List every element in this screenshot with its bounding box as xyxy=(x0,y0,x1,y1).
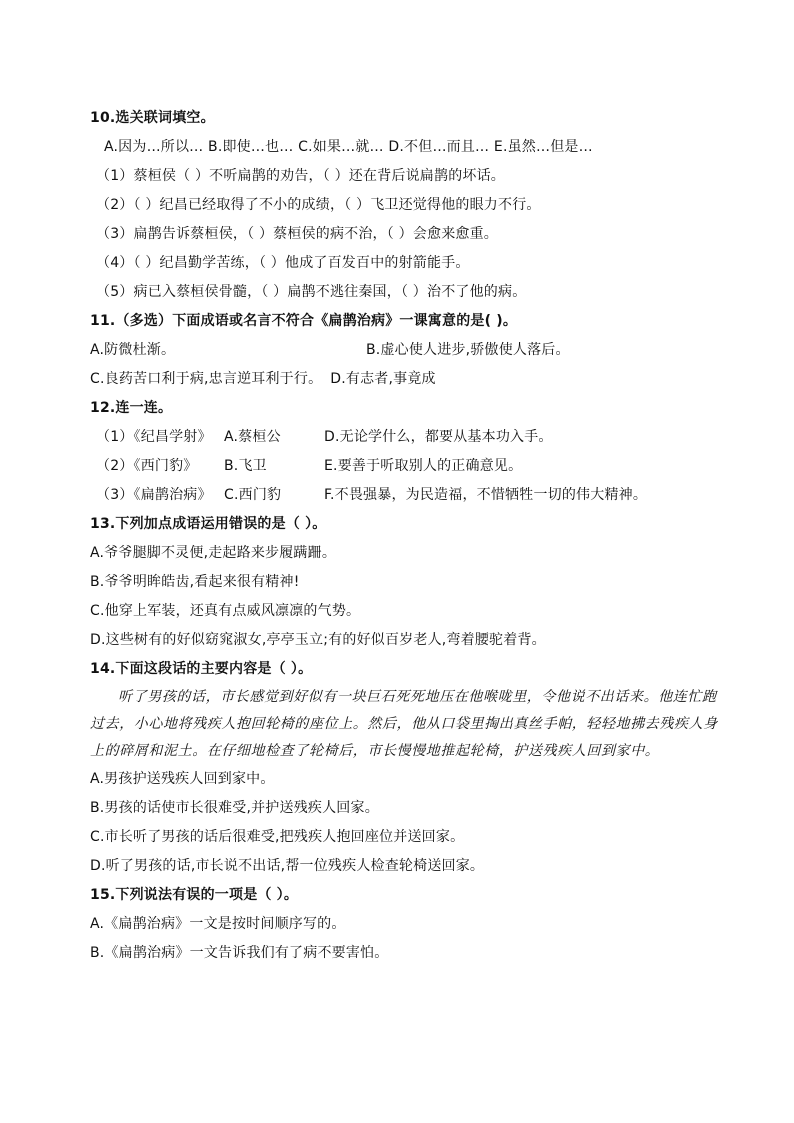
q14-passage-text: 听了男孩的话，市长感觉到好似有一块巨石死死地压在他喉咙里，令他说不出话来。他连忙跑过去，小心地将残疾人抱回轮椅的座位上。然后，他从口袋里掏出真丝手帕，轻轻地拂去残疾人身上的碎屑和泥土。在仔细地检查了轮椅后，市长慢慢地推起轮椅，护送残疾人回到家中。 xyxy=(90,689,718,759)
q12-row-2 xyxy=(90,452,720,481)
q11-option-c: C.良药苦口利于病,忠言逆耳利于行。 xyxy=(90,371,323,387)
q12-row-3-text: （3）《扁鹊治病》 xyxy=(96,487,212,503)
q15-option-a: A.《扁鹊治病》一文是按时间顺序写的。 xyxy=(90,916,346,932)
q13-option-b: B.爷爷明眸皓齿,看起来很有精神! xyxy=(90,574,300,590)
q10-item-5: （5）病已入蔡桓侯骨髓，（ ）扁鹊不逃往秦国，（ ）治不了他的病。 xyxy=(96,284,527,300)
q11-row-2 xyxy=(90,365,720,394)
q14-option-c: C.市长听了男孩的话后很难受,把残疾人抱回座位并送回家。 xyxy=(90,829,465,845)
q14-option-b: B.男孩的话使市长很难受,并护送残疾人回家。 xyxy=(90,800,379,816)
q13-option-d: D.这些树有的好似窈窕淑女,亭亭玉立;有的好似百岁老人,弯着腰驼着背。 xyxy=(90,632,546,648)
q12-row-1-meaning: D.无论学什么，都要从基本功入手。 xyxy=(324,429,553,445)
q13-option-c: C.他穿上军装，还真有点威风凛凛的气势。 xyxy=(90,603,361,619)
q12-row-3-meaning: F.不畏强暴，为民造福，不惜牺牲一切的伟大精神。 xyxy=(324,487,648,503)
q11-row-1 xyxy=(90,336,720,365)
q12-row-1-text: （1）《纪昌学射》 xyxy=(96,429,212,445)
q12-row-2-meaning: E.要善于听取别人的正确意见。 xyxy=(324,458,523,474)
q15-title: 15.下列说法有误的一项是（ ）。 xyxy=(90,887,299,903)
q12-row-1-person: A.蔡桓公 xyxy=(224,429,281,445)
q14-passage xyxy=(90,684,720,765)
q13-title: 13.下列加点成语运用错误的是（ ）。 xyxy=(90,516,327,532)
q14-option-d: D.听了男孩的话,市长说不出话,帮一位残疾人检查轮椅送回家。 xyxy=(90,858,485,874)
q12-title: 12.连一连。 xyxy=(90,400,173,416)
q12-row-2-text: （2）《西门豹》 xyxy=(96,458,198,474)
q13-option-a: A.爷爷腿脚不灵便,走起路来步履蹒跚。 xyxy=(90,545,337,561)
q11-option-a: A.防微杜渐。 xyxy=(90,342,176,358)
q10-item-1: （1）蔡桓侯（ ）不听扁鹊的劝告，（ ）还在背后说扁鹊的坏话。 xyxy=(96,168,506,184)
q10-item-2: （2）（ ）纪昌已经取得了不小的成绩，（ ）飞卫还觉得他的眼力不行。 xyxy=(96,197,541,213)
worksheet-content xyxy=(90,104,720,968)
q15-option-b: B.《扁鹊治病》一文告诉我们有了病不要害怕。 xyxy=(90,945,389,961)
q11-title: 11.（多选）下面成语或名言不符合《扁鹊治病》一课寓意的是( )。 xyxy=(90,313,518,329)
q10-options: A.因为…所以… B.即使…也… C.如果…就… D.不但…而且… E.虽然…但是… xyxy=(104,139,593,155)
q12-row-3 xyxy=(90,481,720,510)
q10-title: 10.选关联词填空。 xyxy=(90,110,215,126)
q12-row-1 xyxy=(90,423,720,452)
q12-row-2-person: B.飞卫 xyxy=(224,458,267,474)
q11-option-b: B.虚心使人进步,骄傲使人落后。 xyxy=(366,342,570,358)
q14-option-a: A.男孩护送残疾人回到家中。 xyxy=(90,771,275,787)
q14-title: 14.下面这段话的主要内容是（ ）。 xyxy=(90,661,313,677)
q10-item-3: （3）扁鹊告诉蔡桓侯，（ ）蔡桓侯的病不治，（ ）会愈来愈重。 xyxy=(96,226,499,242)
q12-row-3-person: C.西门豹 xyxy=(224,487,282,503)
q10-item-4: （4）（ ）纪昌勤学苦练，（ ）他成了百发百中的射箭能手。 xyxy=(96,255,470,271)
q11-option-d: D.有志者,事竟成 xyxy=(330,371,436,387)
